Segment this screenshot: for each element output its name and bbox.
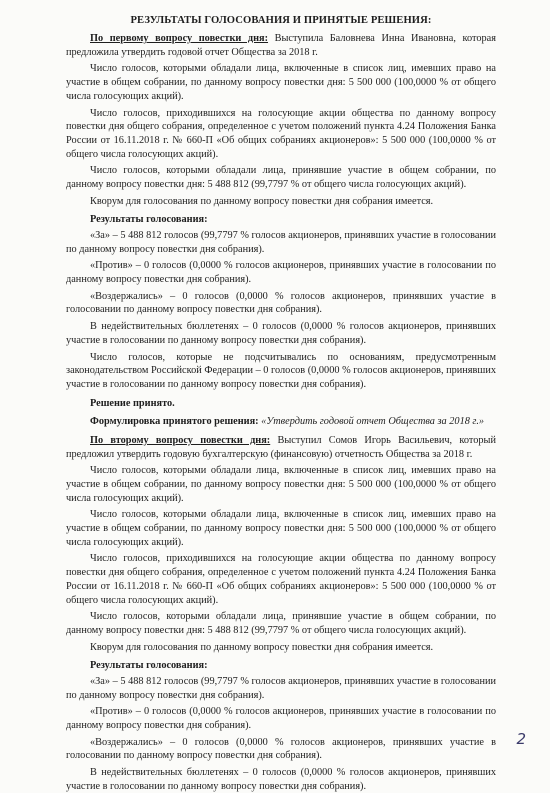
q1-wording-label: Формулировка принятого решения: — [90, 416, 259, 428]
q1-paragraph: Число голосов, которыми обладали лица, принявшие участие в общем собрании, по данному вопросу повестки дня: 5 488 812 (99,7797 % от общего числа голосующих акций). — [66, 165, 496, 190]
q1-result-invalid: В недействительных бюллетенях – 0 голосов (0,0000 % голосов акционеров, принявших участие в голосовании по данному вопросу повестки дня собрания). — [66, 321, 496, 346]
q2-result-for: «За» – 5 488 812 голосов (99,7797 % голосов акционеров, принявших участие в голосовании по данному вопросу повестки дня собрания). — [66, 675, 496, 701]
q1-result-abstain: «Воздержались» – 0 голосов (0,0000 % голосов акционеров, принявших участие в голосовании по данному вопросу повестки дня собрания). — [66, 290, 496, 316]
q1-decision: Решение принято. — [90, 397, 175, 409]
q1-wording — [66, 415, 496, 429]
page-title: РЕЗУЛЬТАТЫ ГОЛОСОВАНИЯ И ПРИНЯТЫЕ РЕШЕНИЯ: — [130, 15, 432, 26]
q1-quorum: Кворум для голосования по данному вопросу повестки дня собрания имеется. — [90, 195, 434, 207]
q2-paragraph: Число голосов, которыми обладали лица, принявшие участие в общем собрании, по данному вопросу повестки дня: 5 488 812 (99,7797 % от общего числа голосующих акций). — [66, 611, 496, 636]
q1-wording-text: «Утвердить годовой отчет Общества за 2018 г.» — [258, 416, 485, 428]
q2-paragraph: Число голосов, приходившихся на голосующие акции общества по данному вопросу повестки дня общего собрания, определенное с учетом положений пункта 4.24 Положения Банка России от 16.11.2018 г. № 660-П «Об общих собраниях акционеров»: 5 500 000 (100,0000 % от общего числа голосующих акций). — [66, 553, 496, 606]
q2-result-abstain: «Воздержались» – 0 голосов (0,0000 % голосов акционеров, принявших участие в голосовании по данному вопросу повестки дня собрания). — [66, 736, 496, 762]
q1-result-notcounted: Число голосов, которые не подсчитывались по основаниям, предусмотренным законодательством Российской Федерации – 0 голосов (0,0000 % голосов акционеров, принявших участие в голосовании по данному вопросу повестки дня собрания). — [66, 351, 496, 390]
q2-paragraph: Число голосов, которыми обладали лица, включенные в список лиц, имевших право на участие в общем собрании, по данному вопросу повестки дня: 5 500 000 (100,0000 % от общего числа голосующих акций). — [66, 509, 496, 548]
q2-result-invalid: В недействительных бюллетенях – 0 голосов (0,0000 % голосов акционеров, принявших участие в голосовании по данному вопросу повестки дня собрания). — [66, 767, 496, 792]
q1-result-for: «За» – 5 488 812 голосов (99,7797 % голосов акционеров, принявших участие в голосовании по данному вопросу повестки дня собрания). — [66, 230, 496, 255]
q1-label: По первому вопросу повестки дня: — [90, 33, 269, 45]
q2-result-against: «Против» – 0 голосов (0,0000 % голосов акционеров, принявших участие в голосовании по данному вопросу повестки дня собрания). — [66, 706, 496, 732]
q2-paragraph: Число голосов, которыми обладали лица, включенные в список лиц, имевших право на участие в общем собрании, по данному вопросу повестки дня: 5 500 000 (100,0000 % от общего числа голосующих акций). — [66, 465, 496, 504]
page-number: 2 — [516, 730, 526, 749]
q1-intro-text: Выступила Баловнева Инна Ивановна, которая предложила утвердить годовой отчет Общества за 2018 г. — [66, 33, 496, 58]
q2-label: По второму вопросу повестки дня: — [90, 434, 271, 446]
q2-intro — [66, 434, 496, 461]
q1-intro — [66, 32, 496, 59]
q1-results-heading: Результаты голосования: — [90, 214, 208, 226]
q2-intro-text: Выступил Сомов Игорь Васильевич, который предложил утвердить годовую бухгалтерскую (финансовую) отчетность Общества за 2018 г. — [66, 434, 496, 460]
q1-paragraph: Число голосов, которыми обладали лица, включенные в список лиц, имевших право на участие в общем собрании, по данному вопросу повестки дня: 5 500 000 (100,0000 % от общего числа голосующих акций). — [66, 63, 496, 102]
q2-results-heading: Результаты голосования: — [90, 660, 208, 672]
q1-paragraph: Число голосов, приходившихся на голосующие акции общества по данному вопросу повестки дня общего собрания, определенное с учетом положений пункта 4.24 Положения Банка России от 16.11.2018 г. № 660-П «Об общих собраниях акционеров»: 5 500 000 (100,0000 % от общего числа голосующих акций). — [66, 107, 496, 160]
q2-quorum: Кворум для голосования по данному вопросу повестки дня собрания имеется. — [90, 641, 434, 653]
q1-result-against: «Против» – 0 голосов (0,0000 % голосов акционеров, принявших участие в голосовании по данному вопросу повестки дня собрания). — [66, 260, 496, 286]
